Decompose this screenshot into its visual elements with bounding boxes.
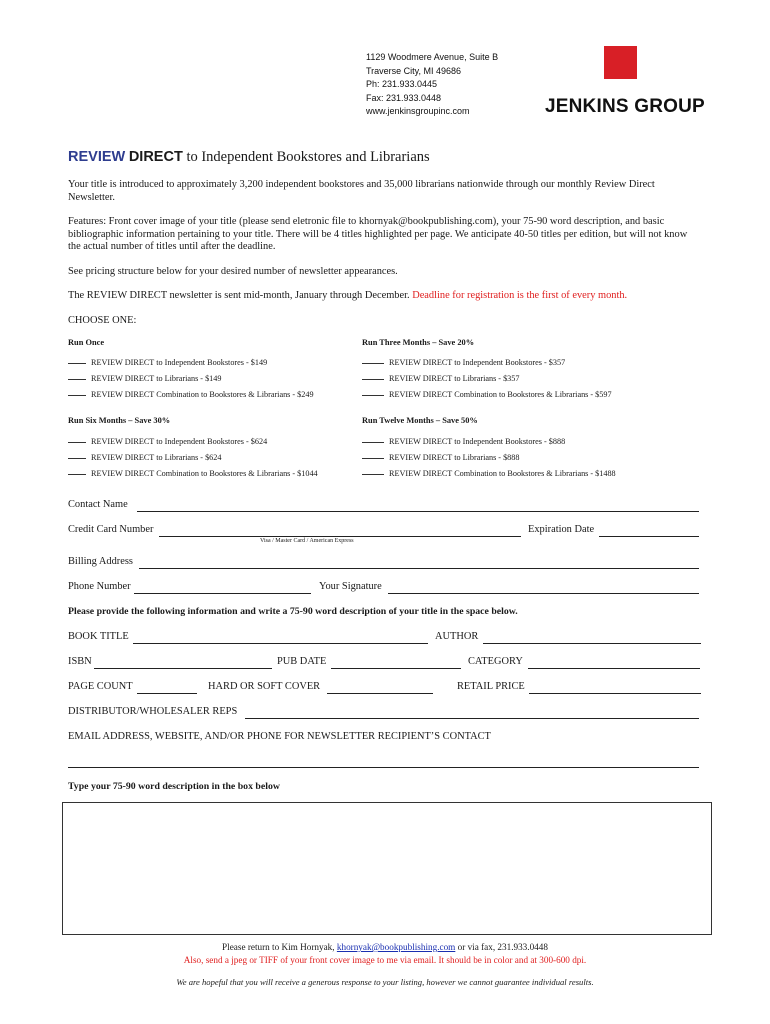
option-run-twelve-combination[interactable] [362,469,616,478]
signature-label: Your Signature [319,581,382,592]
contact-info-field[interactable] [68,767,699,768]
option-run-once-combination[interactable] [68,390,314,399]
title-direct: DIRECT [128,149,183,165]
option-label: REVIEW DIRECT Combination to Bookstores & Librarians - $249 [91,390,314,399]
book-title-field[interactable] [133,643,428,644]
option-run-twelve-bookstores[interactable] [362,437,565,446]
checkbox-blank[interactable] [68,379,86,380]
option-run-once-bookstores[interactable] [68,358,267,367]
option-run-once-librarians[interactable] [68,374,221,383]
address-line2: Traverse City, MI 49686 [366,65,462,76]
phone-text: Ph: 231.933.0445 [366,79,438,89]
phone-number-field[interactable] [134,593,311,594]
checkbox-blank[interactable] [68,363,86,364]
retail-price-label: RETAIL PRICE [457,681,525,692]
author-label: AUTHOR [435,631,479,642]
card-types-note: Visa / Master Card / American Express [260,538,354,544]
address-block [366,51,498,119]
page-count-label: PAGE COUNT [68,681,133,692]
description-label: Type your 75-90 word description in the box below [68,781,280,792]
title-review: REVIEW [68,149,126,165]
return-email-link[interactable]: khornyak@bookpublishing.com [336,942,456,952]
option-run-six-bookstores[interactable] [68,437,267,446]
option-run-three-librarians[interactable] [362,374,519,383]
option-run-six-librarians[interactable] [68,453,221,462]
expiration-label: Expiration Date [528,524,595,535]
isbn-field[interactable] [94,668,272,669]
author-field[interactable] [483,643,701,644]
logo-mark-icon [604,46,637,79]
website-text: www.jenkinsgroupinc.com [366,106,470,116]
checkbox-blank[interactable] [68,458,86,459]
signature-field[interactable] [388,593,699,594]
checkbox-blank[interactable] [362,379,384,380]
option-label: REVIEW DIRECT to Independent Bookstores - $624 [91,437,268,446]
run-six-header: Run Six Months – Save 30% [68,416,171,425]
contact-info-label: EMAIL ADDRESS, WEBSITE, AND/OR PHONE FOR NEWSLETTER RECIPIENT’S CONTACT [68,731,491,742]
pub-date-label: PUB DATE [277,656,327,667]
contact-name-label: Contact Name [68,499,128,510]
option-label: REVIEW DIRECT Combination to Bookstores & Librarians - $597 [389,390,612,399]
expiration-field[interactable] [599,536,699,537]
checkbox-blank[interactable] [362,363,384,364]
billing-address-field[interactable] [139,568,699,569]
option-label: REVIEW DIRECT to Librarians - $149 [91,374,222,383]
pricing-paragraph: See pricing structure below for your desired number of newsletter appearances. [68,266,398,277]
checkbox-blank[interactable] [362,474,384,475]
option-label: REVIEW DIRECT Combination to Bookstores & Librarians - $1044 [91,469,318,478]
logo-text: JENKINS GROUP [545,96,705,117]
checkbox-blank[interactable] [68,474,86,475]
checkbox-blank[interactable] [362,395,384,396]
checkbox-blank[interactable] [362,458,384,459]
hard-soft-field[interactable] [327,693,433,694]
address-line1: 1129 Woodmere Avenue, Suite B [366,52,499,62]
option-label: REVIEW DIRECT to Independent Bookstores - $149 [91,358,268,367]
intro-paragraph: Your title is introduced to approximately 3,200 independent bookstores and 35,000 librarians nationwide through our monthly Review Direct Newsletter. [68,179,655,203]
option-run-three-combination[interactable] [362,390,612,399]
phone-number-label: Phone Number [68,581,131,592]
category-label: CATEGORY [468,656,523,667]
run-twelve-header: Run Twelve Months – Save 50% [362,416,478,425]
page-count-field[interactable] [137,693,197,694]
return-suffix: or via fax, 231.933.0448 [455,942,548,952]
option-run-six-combination[interactable] [68,469,318,478]
credit-card-label: Credit Card Number [68,524,154,535]
deadline-text: Deadline for registration is the first of every month. [412,290,628,301]
contact-name-field[interactable] [137,511,699,512]
option-label: REVIEW DIRECT to Librarians - $624 [91,453,222,462]
checkbox-blank[interactable] [68,442,86,443]
run-three-header: Run Three Months – Save 20% [362,338,475,347]
distributor-label: DISTRIBUTOR/WHOLESALER REPS [68,706,238,717]
isbn-label: ISBN [68,656,92,667]
option-label: REVIEW DIRECT to Independent Bookstores - $357 [389,358,566,367]
return-note [0,942,770,952]
title-rest: to Independent Bookstores and Librarians [182,149,430,165]
option-run-twelve-librarians[interactable] [362,453,519,462]
retail-price-field[interactable] [529,693,701,694]
option-label: REVIEW DIRECT to Librarians - $357 [389,374,520,383]
features-paragraph: Features: Front cover image of your title (please send eletronic file to khornyak@bookpublishing.com), your 75-90 word description, and basic bibliographic information pertaining to your title. There will be 4 titles highlighted per page. We anticipate 40-50 titles per edition, but will not know the actual number of titles until after the deadline. [68,216,688,252]
schedule-text: The REVIEW DIRECT newsletter is sent mid-month, January through December. [68,290,410,301]
instruction-text: Please provide the following information and write a 75-90 word description of your title in the space below. [68,606,518,617]
schedule-paragraph [68,290,708,303]
option-label: REVIEW DIRECT to Librarians - $888 [389,453,520,462]
credit-card-field[interactable] [159,536,521,537]
option-label: REVIEW DIRECT to Independent Bookstores - $888 [389,437,566,446]
page-title [68,149,430,166]
choose-one-label: CHOOSE ONE: [68,315,137,326]
run-once-header: Run Once [68,338,105,347]
book-title-label: BOOK TITLE [68,631,129,642]
option-run-three-bookstores[interactable] [362,358,565,367]
disclaimer-text: We are hopeful that you will receive a generous response to your listing, however we cannot guarantee individual results. [176,977,594,987]
category-field[interactable] [528,668,700,669]
return-prefix: Please return to Kim Hornyak, [222,942,337,952]
description-textarea[interactable] [62,802,712,935]
billing-address-label: Billing Address [68,556,133,567]
jpeg-note: Also, send a jpeg or TIFF of your front cover image to me via email. It should be in color and at 300-600 dpi. [183,955,587,965]
hard-soft-label: HARD OR SOFT COVER [208,681,321,692]
pub-date-field[interactable] [331,668,461,669]
checkbox-blank[interactable] [68,395,86,396]
option-label: REVIEW DIRECT Combination to Bookstores & Librarians - $1488 [389,469,616,478]
distributor-field[interactable] [245,718,699,719]
fax-text: Fax: 231.933.0448 [366,92,442,103]
checkbox-blank[interactable] [362,442,384,443]
